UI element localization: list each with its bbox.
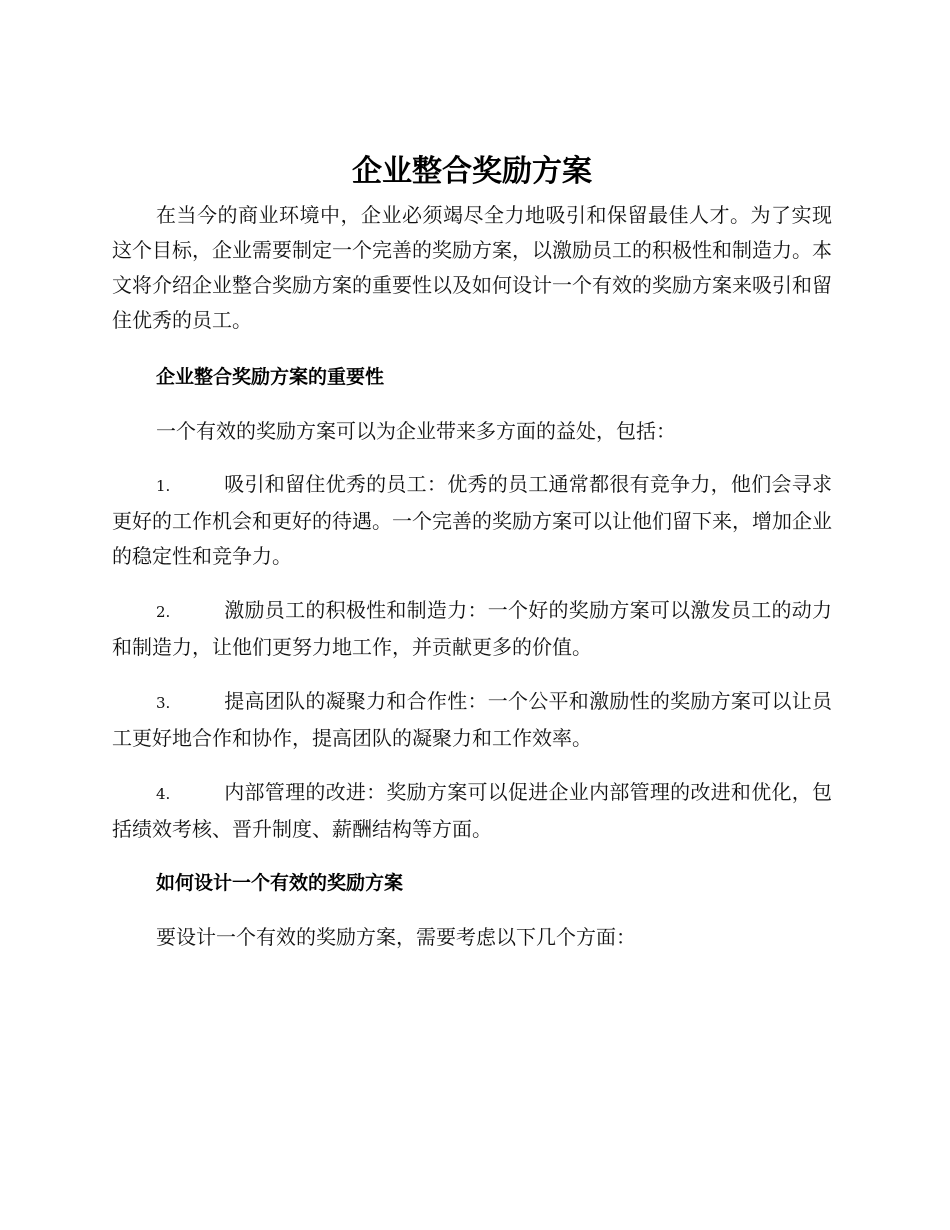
list-item-number: 4. xyxy=(156,785,171,803)
list-item-text: 提高团队的凝聚力和合作性：一个公平和激励性的奖励方案可以让员工更好地合作和协作，提高团队的凝聚力和工作效率。 xyxy=(112,689,832,750)
list-item-number: 1. xyxy=(156,477,171,495)
list-item-4 xyxy=(112,775,832,847)
list-item-number: 2. xyxy=(156,603,171,621)
section-heading-design: 如何设计一个有效的奖励方案 xyxy=(156,872,404,894)
intro-paragraph: 在当今的商业环境中，企业必须竭尽全力地吸引和保留最佳人才。为了实现这个目标，企业需要制定一个完善的奖励方案，以激励员工的积极性和制造力。本文将介绍企业整合奖励方案的重要性以及如何设计一个有效的奖励方案来吸引和留住优秀的员工。 xyxy=(112,203,832,332)
document-title: 企业整合奖励方案 xyxy=(352,154,592,189)
list-item-text: 激励员工的积极性和制造力：一个好的奖励方案可以激发员工的动力和制造力，让他们更努力地工作，并贡献更多的价值。 xyxy=(112,598,832,659)
list-item-text: 吸引和留住优秀的员工：优秀的员工通常都很有竞争力，他们会寻求更好的工作机会和更好的待遇。一个完善的奖励方案可以让他们留下来，增加企业的稳定性和竞争力。 xyxy=(112,472,832,568)
list-item-number: 3. xyxy=(156,694,171,712)
list-item-3 xyxy=(112,684,832,756)
benefits-lead-paragraph: 一个有效的奖励方案可以为企业带来多方面的益处，包括： xyxy=(156,419,676,443)
list-item-1 xyxy=(112,467,832,574)
list-item-text: 内部管理的改进：奖励方案可以促进企业内部管理的改进和优化，包括绩效考核、晋升制度、薪酬结构等方面。 xyxy=(112,780,832,841)
section-heading-importance: 企业整合奖励方案的重要性 xyxy=(156,366,385,388)
design-lead-paragraph: 要设计一个有效的奖励方案，需要考虑以下几个方面： xyxy=(156,925,636,949)
list-item-2 xyxy=(112,593,832,665)
